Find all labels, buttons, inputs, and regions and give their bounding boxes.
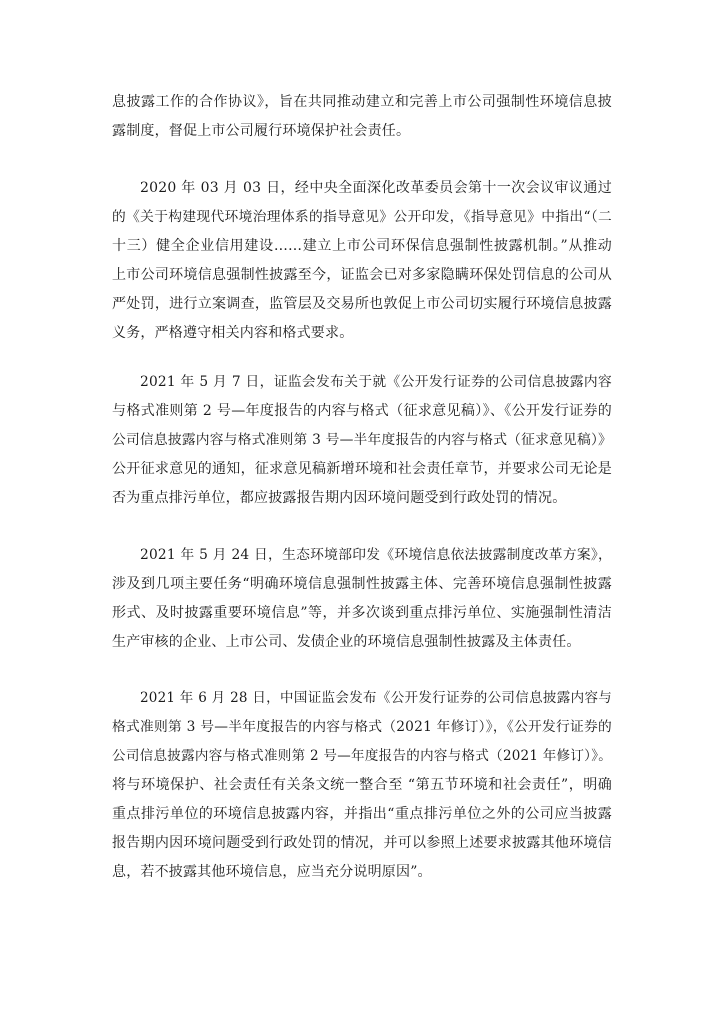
paragraph-line: 公司信息披露内容与格式准则第 3 号—半年度报告的内容与格式（征求意见稿）》: [112, 432, 612, 448]
paragraph-line: 2021 年 6 月 28 日，中国证监会发布《公开发行证券的公司信息披露内容与: [140, 690, 612, 706]
paragraph-2: [112, 174, 612, 348]
paragraph-line: 重点排污单位的环境信息披露内容，并指出“重点排污单位之外的公司应当披露: [112, 806, 612, 822]
paragraph-line: 公司信息披露内容与格式准则第 2 号—年度报告的内容与格式（2021 年修订）》。: [112, 748, 612, 764]
paragraph-line: 息披露工作的合作协议》，旨在共同推动建立和完善上市公司强制性环境信息披: [112, 94, 612, 110]
paragraph-line: 格式准则第 3 号—半年度报告的内容与格式（2021 年修订）》，《公开发行证券的: [112, 719, 612, 735]
paragraph-5: [112, 684, 612, 887]
paragraph-4: [112, 541, 612, 657]
paragraph-line: 息，若不披露其他环境信息，应当充分说明原因”。: [112, 864, 432, 880]
paragraph-1: [112, 88, 612, 146]
paragraph-line: 否为重点排污单位，都应披露报告期内因环境问题受到行政处罚的情况。: [112, 490, 567, 506]
paragraph-3: [112, 368, 612, 513]
paragraph-line: 将与环境保护、社会责任有关条文统一整合至 “第五节环境和社会责任”，明确: [112, 777, 612, 793]
paragraph-line: 露制度，督促上市公司履行环境保护社会责任。: [112, 123, 411, 139]
paragraph-line: 义务，严格遵守相关内容和格式要求。: [112, 325, 354, 341]
paragraph-line: 十三）健全企业信用建设……建立上市公司环保信息强制性披露机制。”从推动: [112, 238, 612, 254]
paragraph-line: 严处罚，进行立案调查，监管层及交易所也敦促上市公司切实履行环境信息披露: [112, 296, 612, 312]
paragraph-line: 形式、及时披露重要环境信息”等，并多次谈到重点排污单位、实施强制性清洁: [112, 605, 612, 621]
paragraph-line: 与格式准则第 2 号—年度报告的内容与格式（征求意见稿）》、《公开发行证券的: [112, 403, 612, 419]
paragraph-line: 生产审核的企业、上市公司、发债企业的环境信息强制性披露及主体责任。: [112, 634, 581, 650]
paragraph-line: 报告期内因环境问题受到行政处罚的情况，并可以参照上述要求披露其他环境信: [112, 835, 612, 851]
paragraph-line: 2021 年 5 月 24 日，生态环境部印发《环境信息依法披露制度改革方案》，: [140, 547, 612, 563]
paragraph-line: 2020 年 03 月 03 日，经中央全面深化改革委员会第十一次会议审议通过: [140, 180, 612, 196]
paragraph-line: 公开征求意见的通知，征求意见稿新增环境和社会责任章节，并要求公司无论是: [112, 461, 612, 477]
paragraph-line: 上市公司环境信息强制性披露至今，证监会已对多家隐瞒环保处罚信息的公司从: [112, 267, 612, 283]
paragraph-line: 的《关于构建现代环境治理体系的指导意见》公开印发，《指导意见》中指出“（二: [112, 209, 612, 225]
paragraph-line: 2021 年 5 月 7 日，证监会发布关于就《公开发行证券的公司信息披露内容: [140, 374, 612, 390]
paragraph-line: 涉及到几项主要任务“明确环境信息强制性披露主体、完善环境信息强制性披露: [112, 576, 612, 592]
